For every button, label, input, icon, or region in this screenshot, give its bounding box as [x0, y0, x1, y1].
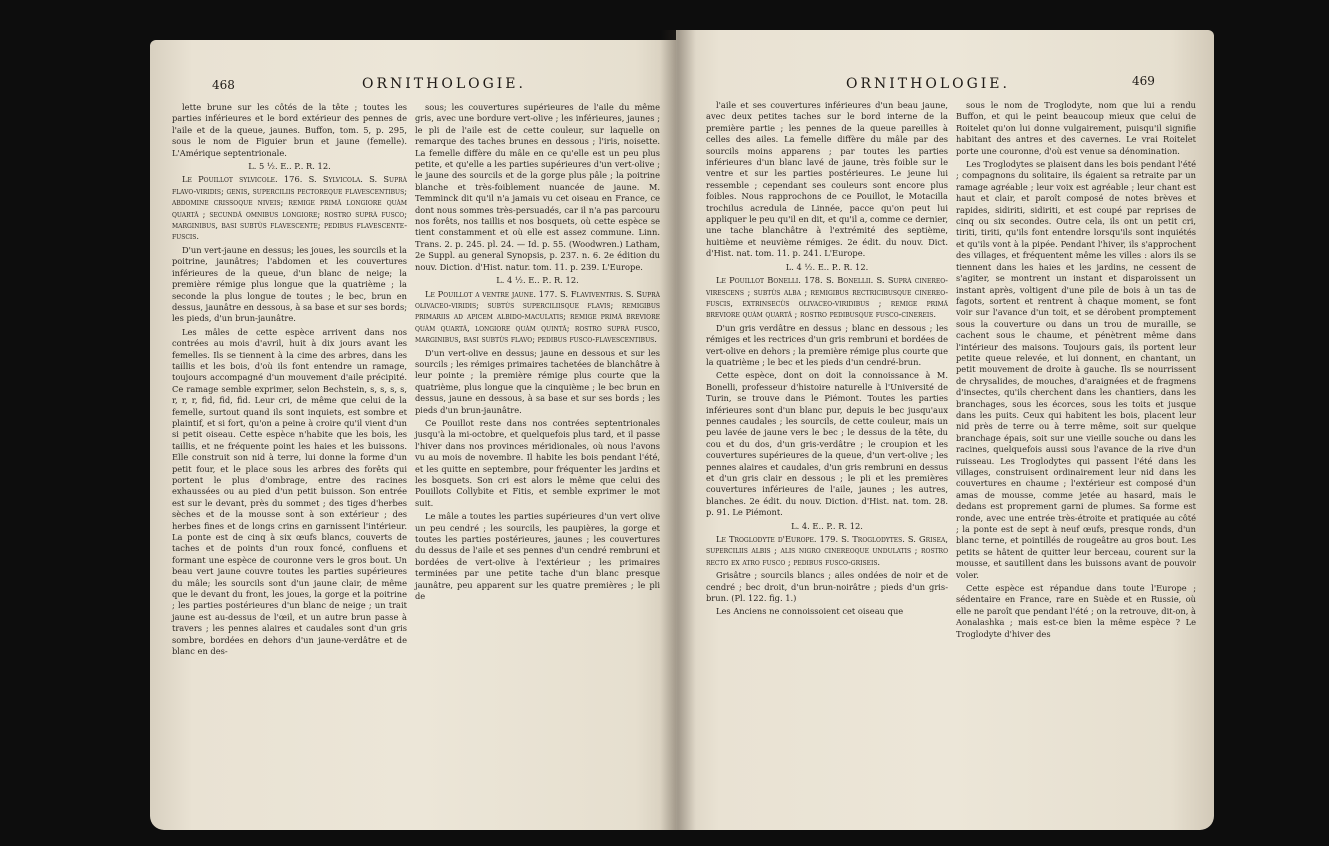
left-page	[150, 40, 678, 830]
species-entry: Le Pouillot Bonelli. 178. S. Bonellii. S. Suprà cinereo-virescens ; subtùs alba ; remigibus rectricibusque cinereo-fuscis, extrinsecùs olivaceo-viridibus ; remige primâ breviore quàm quartâ ; rostro pedibusque fusco-cinereis.	[706, 275, 948, 320]
text-paragraph: Les Troglodytes se plaisent dans les bois pendant l'été ; compagnons du solitaire, ils égaient sa retraite par un ramage agréable ; leur voix est agréable ; leur chant est haut et clair, et paroît composé de notes brèves et rapides, sidiriti, sidiriti, et est coupé par reprises de cinq ou six secondes. Outre cela, ils ont un petit cri, tiriti, tiriti, qu'ils font entendre lorsqu'ils sont inquiétés et qu'ils vont à la pipée. Pendant l'hiver, ils s'approchent des villages, et fréquentent même les villes : alors ils se tiennent dans les haies et les jardins, ne cessent de s'agiter, se montrent un instant et disparoissent un instant après, voltigent d'une pile de bois à un tas de fagots, sortent et rentrent à chaque moment, se font voir sur l'avance d'un toit, et se dérobent promptement sous la couverture ou dans un trou de muraille, se cachent sous le chaume, et pénètrent même dans l'intérieur des maisons. Toujours gais, ils portent leur petite queue relevée, et lui donnent, en chantant, un petit mouvement de droite à gauche. Ils se nourrissent de chrysalides, de mouches, d'araignées et de fragmens d'insectes, qu'ils cherchent dans les chantiers, dans les branchages, sous les écorces, sous les toits et jusque dans les puits. Ceux qui habitent les bois, placent leur nid près de terre ou à terre même, soit sur quelque branchage épais, soit sur une vieille souche ou dans les racines, quelquefois aussi sous l'avance de la rive d'un ruisseau. Les Troglodytes qui passent l'été dans les villages, construisent ordinairement leur nid dans les couvertures en chaume ; l'extérieur est composé d'un amas de mousse, comme jetée au hasard, mais le dedans est proprement garni de plumes. Sa forme est ronde, avec une entrée très-étroite et pratiquée au côté ; la ponte est de sept à neuf œufs, presque ronds, d'un blanc terne, et pointillés de rougeâtre au gros bout. Les petits se hâtent de quitter leur berceau, courent sur la mousse, et sautillent dans les buissons avant de pouvoir voler.	[956, 159, 1196, 580]
text-paragraph: Grisâtre ; sourcils blancs ; ailes ondées de noir et de cendré ; bec droit, d'un brun-noirâtre ; pieds d'un gris-brun. (Pl. 122. fig. 1.)	[706, 570, 948, 604]
right-column-1	[706, 100, 948, 620]
text-paragraph: Cette espèce est répandue dans toute l'Europe ; sédentaire en France, rare en Suède et en Russie, où elle ne paroît que pendant l'été ; on la retrouve, dit-on, à Aonalashka ; mais est-ce bien la même espèce ? Le Troglodyte d'hiver des	[956, 583, 1196, 639]
text-paragraph: lette brune sur les côtés de la tête ; toutes les parties inférieures et le bord extérieur des pennes de l'aile et de la queue, jaunes. Buffon, tom. 5, p. 295, sous le nom de Figuier brun et jaune (femelle). L'Amérique septentrionale.	[172, 102, 407, 158]
species-entry: Le Pouillot sylvicole. 176. S. Sylvicola. S. Suprà flavo-viridis; genis, superciliis pectoreque flavescentibus; abdomine crissoque niveis; remige primâ longiore quàm quartâ ; secundâ omnibus longiore; rostro suprà fusco; marginibus, basi subtùs flavescente; pedibus flavescente-fuscis.	[172, 174, 407, 242]
running-head: ORNITHOLOGIE.	[846, 76, 1010, 92]
text-paragraph: Les Anciens ne connoissoient cet oiseau que	[716, 606, 904, 617]
page-number: 468	[212, 78, 235, 92]
page-number: 469	[1132, 74, 1155, 88]
size-measure: L. 4 ½. E.. P.. R. 12.	[785, 261, 869, 272]
species-entry: Le Pouillot a ventre jaune. 177. S. Flaviventris. S. Suprà olivaceo-viridis; subtùs superciliisque flavis; remigibus primariis ad apicem albido-maculatis; remige primâ breviore quàm quartâ, longiore quàm quintâ; rostro suprà fusco, marginibus, basi subtùs flavo; pedibus fusco-flavescentibus.	[415, 288, 660, 345]
species-entry: Le Troglodyte d'Europe. 179. S. Troglodytes. S. Grisea, superciliis albis ; alis nigro cinereoque undulatis ; rostro recto ex atro fusco ; pedibus fusco-griseis.	[706, 534, 948, 567]
text-paragraph: D'un vert-olive en dessus; jaune en dessous et sur les sourcils ; les rémiges primaires tachetées de blanchâtre à leur pointe ; la première rémige plus courte que la quatrième, plus longue que la cinquième ; le bec brun en dessus, jaune en dessous, à sa base et sur ses bords ; les pieds d'un brun-jaunâtre.	[415, 347, 660, 415]
text-paragraph: D'un gris verdâtre en dessus ; blanc en dessous ; les rémiges et les rectrices d'un gris rembruni et bordées de vert-olive en dehors ; la première rémige plus courte que la quatrième ; le bec et les pieds d'un cendré-brun.	[706, 322, 948, 367]
right-column-2	[956, 100, 1196, 642]
left-column-2	[415, 102, 660, 604]
text-paragraph: Le mâle a toutes les parties supérieures d'un vert olive un peu cendré ; les sourcils, les paupières, la gorge et toutes les parties postérieures, jaunes ; les couvertures du dessus de l'aile et ses pennes d'un cendré rembruni et bordées de vert-olive à l'extérieur ; les primaires terminées par une petite tache d'un blanc presque jaunâtre, peu apparent sur les quatre premières ; le pli de	[415, 511, 660, 602]
text-paragraph: D'un vert-jaune en dessus; les joues, les sourcils et la poitrine, jaunâtres; l'abdomen et les couvertures inférieures de la queue, d'un blanc de neige; la première rémige plus longue que la quatrième ; la seconde la plus longue de toutes ; le bec, brun en dessus, jaunâtre en dessous, à sa base et sur ses bords; les pieds, d'un brun-jaunâtre.	[172, 244, 407, 324]
size-measure: L. 4. E.. P.. R. 12.	[791, 520, 863, 531]
size-measure: L. 4 ½. E.. P.. R. 12.	[496, 275, 579, 286]
text-paragraph: l'aile et ses couvertures inférieures d'un beau jaune, avec deux petites taches sur le bord interne de la première partie ; les pennes de la queue pareilles à celles des ailes. La femelle diffère du mâle par des sourcils moins apparens ; par toutes les parties inférieures d'un blanc lavé de jaune, très foible sur le ventre et sur les parties postérieures. Le jeune lui ressemble ; cependant ses couleurs sont encore plus foibles. Nous rapprochons de ce Pouillot, le Motacilla trochilus acredula de Linnée, pacce qu'on peut lui appliquer le peu qu'il en dit, et qu'il a, comme ce dernier, une tache blanchâtre à l'extrémité des septième, huitième et neuvième rémiges. 2e édit. du nouv. Dict. d'Hist. nat. tom. 11. p. 241. L'Europe.	[706, 100, 948, 259]
text-paragraph: Cette espèce, dont on doit la connoissance à M. Bonelli, professeur d'histoire naturelle à l'Université de Turin, se trouve dans le Piémont. Toutes les parties inférieures sont d'un blanc pur, depuis le bec jusqu'aux pennes caudales ; les sourcils, de cette couleur, mais un peu lavée de jaune vers le bec ; le dessus de la tête, du cou et du dos, d'un gris-verdâtre ; le croupion et les couvertures supérieures de la queue, d'un vert-olive ; les pennes alaires et caudales, d'un gris rembruni en dessus et d'un gris clair en dessous ; le pli et les premières couvertures inférieures de l'aile, jaunes ; les autres, blanches. 2e édit. du nouv. Diction. d'Hist. nat. tom. 28. p. 91. Le Piémont.	[706, 370, 948, 518]
text-paragraph: Ce Pouillot reste dans nos contrées septentrionales jusqu'à la mi-octobre, et quelquefois plus tard, et il passe l'hiver dans nos provinces méridionales, où nous l'avons vu au mois de novembre. Il habite les bois pendant l'été, et les quitte en septembre, pour fréquenter les jardins et les bosquets. Son cri est alors le même que celui des Pouillots Collybite et Fitis, et semble exprimer le mot suit.	[415, 417, 660, 508]
text-paragraph: sous; les couvertures supérieures de l'aile du même gris, avec une bordure vert-olive ; les inférieures, jaunes ; le pli de l'aile est de cette couleur, sur laquelle on remarque des taches brunes en dessous ; l'iris, noisette. La femelle diffère du mâle en ce qu'elle est un peu plus petite, et qu'elle a les parties supérieures d'un vert-olive ; le jaune des sourcils et de la gorge plus pâle ; la poitrine blanche et très-foiblement nuancée de jaune. M. Temminck dit qu'il n'a jamais vu cet oiseau en France, ce dont nous sommes très-persuadés, car il n'a pas parcouru nos forêts, nos taillis et nos bosquets, où cette espèce se tient constamment et où elle est assez commune. Linn. Trans. 2. p. 245. pl. 24. — Id. p. 55. (Woodwren.) Latham, 2e Suppl. au general Synopsis, p. 237. n. 6. 2e édition du nouv. Diction. d'Hist. natur. tom. 11. p. 239. L'Europe.	[415, 102, 660, 272]
text-paragraph: Les mâles de cette espèce arrivent dans nos contrées au mois d'avril, huit à dix jours avant les femelles. Ils se tiennent à la cime des arbres, dans les taillis et les bois, d'où ils font entendre un ramage, toujours accompagné d'un mouvement d'aile précipité. Ce ramage semble exprimer, selon Bechstein, s, s, s, s, r, r, r, fid, fid, fid. Leur cri, de même que celui de la femelle, surtout quand ils sont inquiets, est sombre et plaintif, et si fort, qu'on a peine à croire qu'il vient d'un si petit oiseau. Cette espèce n'habite que les bois, les taillis, et ne fréquente point les haies et les buissons. Elle construit son nid à terre, lui donne la forme d'un petit four, et le place sous les arbres des forêts qui portent le plus d'ombrage, entre des racines exhaussées ou au pied d'un petit buisson. Son entrée est sur le devant, près du sommet ; des tiges d'herbes sèches et de la mousse sont à son extérieur ; des herbes fines et de longs crins en garnissent l'intérieur. La ponte est de cinq à six œufs blancs, couverts de taches et de points d'un roux foncé, confluens et formant une espèce de couronne vers le gros bout. Un beau vert jaune couvre toutes les parties supérieures du mâle; les sourcils sont d'un jaune clair, de même que le devant du front, les joues, la gorge et la poitrine ; les parties postérieures d'un blanc de neige ; un trait jaune est au-dessus de l'œil, et un autre brun passe à travers ; les pennes alaires et caudales sont d'un gris sombre, bordées en dehors d'un jaune-verdâtre et de blanc en des-	[172, 326, 407, 657]
running-head: ORNITHOLOGIE.	[362, 76, 526, 92]
left-column-1	[172, 102, 407, 660]
size-measure: L. 5 ½. E.. P.. R. 12.	[248, 161, 331, 172]
right-page	[676, 30, 1214, 830]
text-paragraph: sous le nom de Troglodyte, nom que lui a rendu Buffon, et qui le peint beaucoup mieux que celui de Roitelet qu'on lui donne vulgairement, puisqu'il signifie habitant des antres et des cavernes. Le vrai Roitelet porte une couronne, d'où est venue sa dénomination.	[956, 100, 1196, 156]
book-gutter	[660, 30, 696, 830]
